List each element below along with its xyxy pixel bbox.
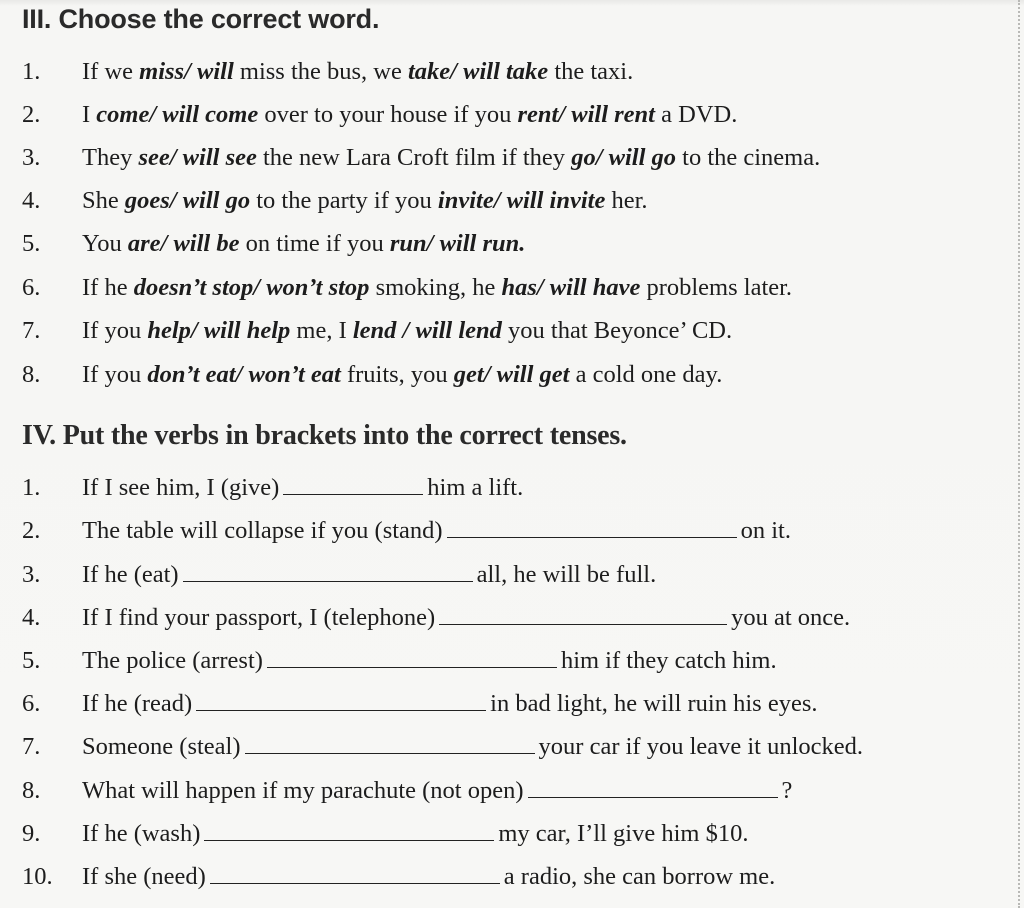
sentence-end: in bad light, he will ruin his eyes. (490, 690, 818, 717)
item-number: 8. (22, 361, 41, 388)
sentence-start: If he (eat) (82, 561, 179, 588)
answer-blank[interactable] (528, 797, 778, 798)
answer-blank[interactable] (196, 710, 486, 711)
item-number: 2. (22, 101, 41, 128)
sentence-end: him a lift. (427, 474, 524, 501)
item-number: 9. (22, 820, 41, 847)
sentence-end: all, he will be full. (476, 561, 657, 588)
item-number: 7. (22, 733, 41, 760)
item-text (82, 727, 863, 767)
choice-option[interactable]: get/ will get (453, 361, 570, 388)
item-text (82, 511, 791, 551)
answer-blank[interactable] (204, 840, 494, 841)
sentence-start: If he (wash) (82, 820, 201, 847)
choice-option[interactable]: come/ will come (96, 101, 259, 128)
item-text (82, 555, 656, 595)
sentence-end: on it. (740, 517, 791, 544)
answer-blank[interactable] (183, 581, 473, 582)
item-number: 3. (22, 144, 41, 171)
choice-option[interactable]: take/ will take (408, 58, 549, 85)
item-number: 3. (22, 561, 41, 588)
item-text (82, 641, 777, 681)
answer-blank[interactable] (439, 624, 727, 625)
choice-option[interactable]: invite/ will invite (437, 187, 606, 214)
choice-option[interactable]: help/ will help (147, 317, 291, 344)
choice-option[interactable]: doesn’t stop/ won’t stop (133, 274, 370, 301)
item-number: 8. (22, 777, 41, 804)
page-edge-dots (1018, 0, 1020, 908)
item-number: 6. (22, 690, 41, 717)
item-text: If you don’t eat/ won’t eat fruits, you get/ will get a cold one day. (82, 361, 723, 388)
choice-option[interactable]: run/ will run. (389, 230, 526, 257)
item-text: If he doesn’t stop/ won’t stop smoking, he has/ will have problems later. (82, 274, 793, 301)
item-text: If you help/ will help me, I lend / will lend you that Beyonce’ CD. (82, 317, 733, 344)
item-number: 10. (22, 863, 53, 890)
sentence-end: your car if you leave it unlocked. (538, 733, 864, 760)
item-number: 4. (22, 604, 41, 631)
sentence-start: What will happen if my parachute (not open) (82, 777, 524, 804)
choice-option[interactable]: rent/ will rent (517, 101, 655, 128)
choice-option[interactable]: lend / will lend (352, 317, 502, 344)
answer-blank[interactable] (245, 753, 535, 754)
item-number: 1. (22, 58, 41, 85)
sentence-start: If she (need) (82, 863, 206, 890)
item-text: If we miss/ will miss the bus, we take/ will take the taxi. (82, 58, 634, 85)
item-text: You are/ will be on time if you run/ will run. (82, 230, 526, 257)
choice-option[interactable]: has/ will have (501, 274, 641, 301)
sentence-start: The table will collapse if you (stand) (82, 517, 443, 544)
item-number: 4. (22, 187, 41, 214)
sentence-start: If I find your passport, I (telephone) (82, 604, 436, 631)
item-text: They see/ will see the new Lara Croft film if they go/ will go to the cinema. (82, 144, 821, 171)
item-text (82, 684, 817, 724)
choice-option[interactable]: see/ will see (138, 144, 257, 171)
item-number: 5. (22, 647, 41, 674)
choice-option[interactable]: goes/ will go (124, 187, 251, 214)
sentence-end: ? (781, 777, 793, 804)
sentence-end: you at once. (731, 604, 851, 631)
item-text (82, 814, 748, 854)
section-iii-heading: III. Choose the correct word. (22, 4, 380, 34)
item-text (82, 857, 775, 897)
sentence-start: If I see him, I (give) (82, 474, 280, 501)
sentence-start: Someone (steal) (82, 733, 241, 760)
answer-blank[interactable] (210, 883, 500, 884)
item-text: I come/ will come over to your house if you rent/ will rent a DVD. (82, 101, 738, 128)
choice-option[interactable]: are/ will be (127, 230, 240, 257)
sentence-end: him if they catch him. (560, 647, 777, 674)
answer-blank[interactable] (267, 667, 557, 668)
item-text (82, 598, 850, 638)
section-iv-heading: IV. Put the verbs in brackets into the correct tenses. (22, 420, 627, 451)
answer-blank[interactable] (447, 537, 737, 538)
item-number: 7. (22, 317, 41, 344)
answer-blank[interactable] (283, 494, 423, 495)
choice-option[interactable]: go/ will go (571, 144, 677, 171)
item-text (82, 771, 792, 811)
item-number: 2. (22, 517, 41, 544)
sentence-end: a radio, she can borrow me. (503, 863, 776, 890)
item-text (82, 468, 523, 508)
item-number: 6. (22, 274, 41, 301)
sentence-start: If he (read) (82, 690, 193, 717)
choice-option[interactable]: miss/ will (139, 58, 234, 85)
item-number: 1. (22, 474, 41, 501)
item-number: 5. (22, 230, 41, 257)
sentence-start: The police (arrest) (82, 647, 263, 674)
choice-option[interactable]: don’t eat/ won’t eat (147, 361, 341, 388)
item-text: She goes/ will go to the party if you invite/ will invite her. (82, 187, 648, 214)
sentence-end: my car, I’ll give him $10. (498, 820, 749, 847)
